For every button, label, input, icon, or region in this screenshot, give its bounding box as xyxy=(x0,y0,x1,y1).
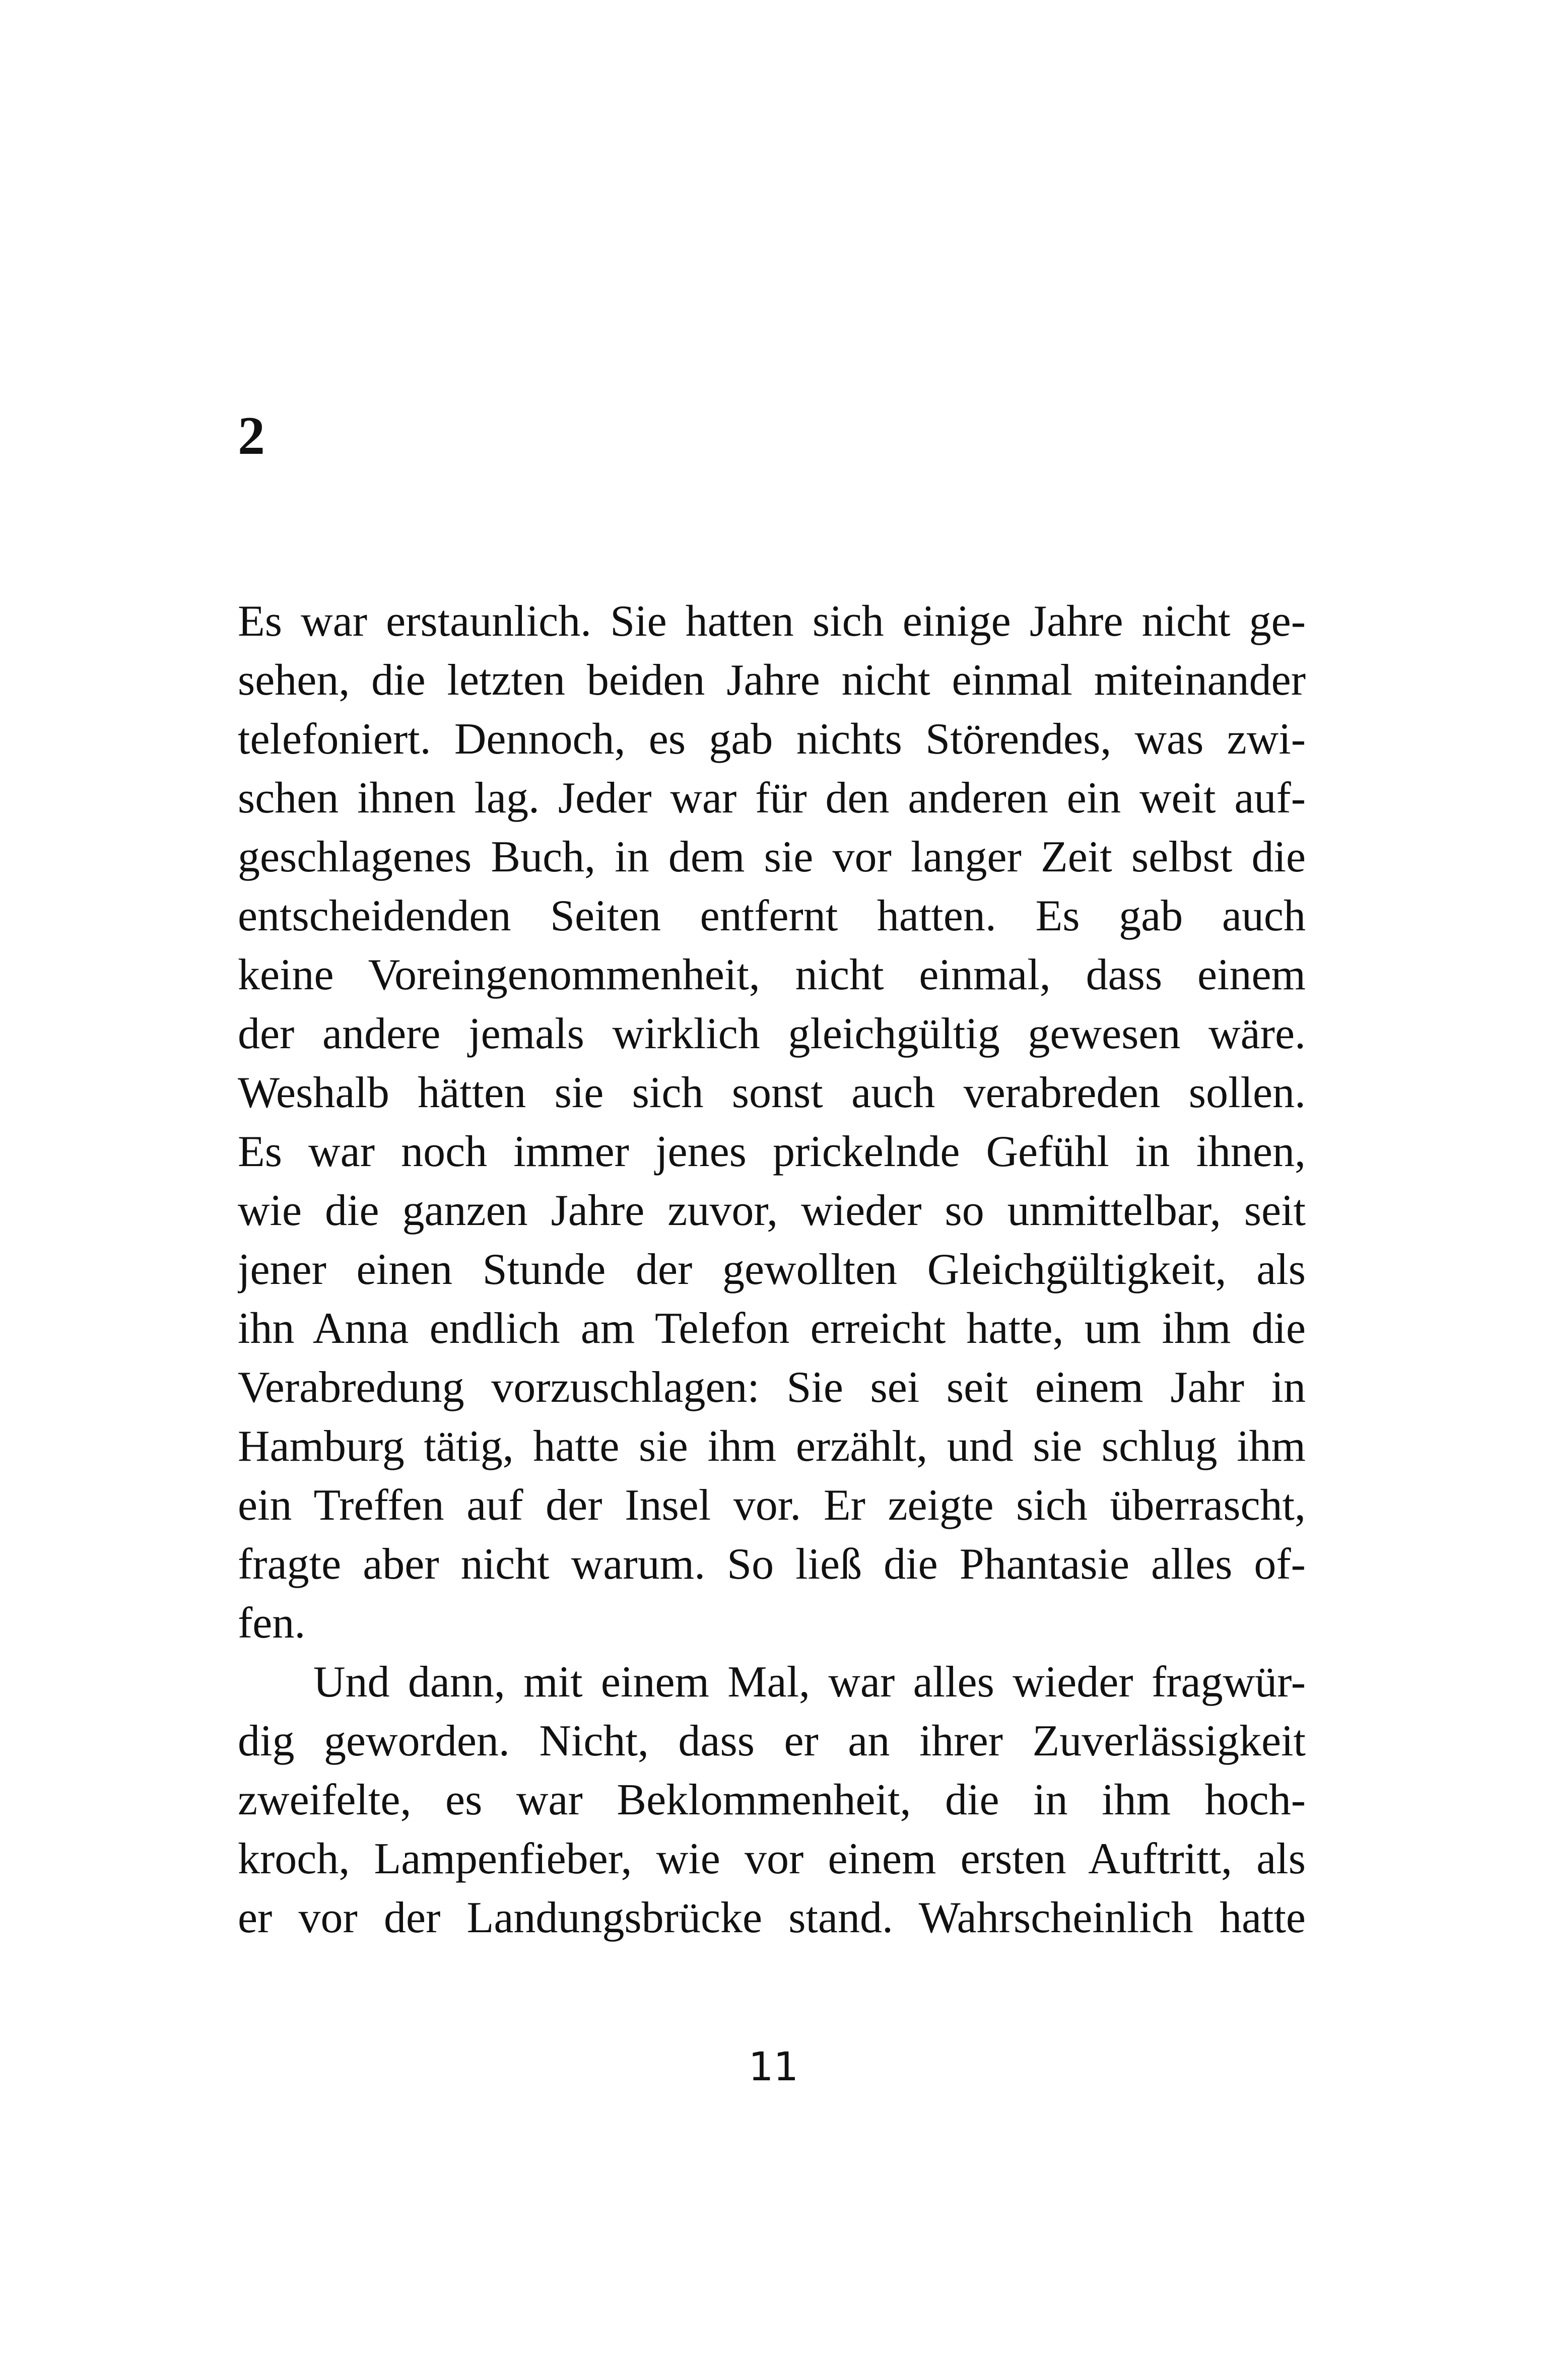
text-line: Verabredung vorzuschlagen: Sie sei seit einem Jahr in xyxy=(238,1363,1306,1412)
text-line: kroch, Lampenfieber, wie vor einem ersten Auftritt, als xyxy=(238,1834,1306,1883)
text-line: jener einen Stunde der gewollten Gleichgültigkeit, als xyxy=(238,1245,1306,1294)
text-line: fragte aber nicht warum. So ließ die Phantasie alles of- xyxy=(238,1540,1306,1589)
text-line: Und dann, mit einem Mal, war alles wieder fragwür- xyxy=(313,1658,1306,1707)
text-line: zweifelte, es war Beklommenheit, die in ihm hoch- xyxy=(238,1776,1306,1824)
text-line: Es war noch immer jenes prickelnde Gefühl in ihnen, xyxy=(238,1127,1306,1176)
text-line: entscheidenden Seiten entfernt hatten. Es gab auch xyxy=(238,892,1306,940)
text-line: der andere jemals wirklich gleichgültig gewesen wäre. xyxy=(238,1009,1306,1058)
text-line: fen. xyxy=(238,1599,306,1648)
text-line: dig geworden. Nicht, dass er an ihrer Zuverlässigkeit xyxy=(238,1717,1306,1765)
text-line: ihn Anna endlich am Telefon erreicht hatte, um ihm die xyxy=(238,1304,1306,1353)
text-line: telefoniert. Dennoch, es gab nichts Störendes, was zwi- xyxy=(238,715,1306,764)
paragraph xyxy=(238,592,1306,1653)
text-line: Hamburg tätig, hatte sie ihm erzählt, und sie schlug ihm xyxy=(238,1422,1306,1471)
text-line: sehen, die letzten beiden Jahre nicht einmal miteinander xyxy=(238,656,1306,705)
text-line: wie die ganzen Jahre zuvor, wieder so unmittelbar, seit xyxy=(238,1186,1306,1235)
body-text xyxy=(238,592,1306,1947)
text-line: Weshalb hätten sie sich sonst auch verabreden sollen. xyxy=(238,1068,1306,1117)
text-line: keine Voreingenommenheit, nicht einmal, dass einem xyxy=(238,950,1306,999)
text-line: schen ihnen lag. Jeder war für den anderen ein weit auf- xyxy=(238,774,1306,823)
text-line: er vor der Landungsbrücke stand. Wahrscheinlich hatte xyxy=(238,1893,1306,1942)
page-number: 11 xyxy=(748,2045,799,2090)
text-line: ein Treffen auf der Insel vor. Er zeigte sich überrascht, xyxy=(238,1481,1306,1530)
paragraph xyxy=(238,1653,1306,1947)
text-line: Es war erstaunlich. Sie hatten sich einige Jahre nicht ge- xyxy=(238,597,1306,646)
chapter-number: 2 xyxy=(238,406,265,466)
text-line: geschlagenes Buch, in dem sie vor langer Zeit selbst die xyxy=(238,833,1306,881)
